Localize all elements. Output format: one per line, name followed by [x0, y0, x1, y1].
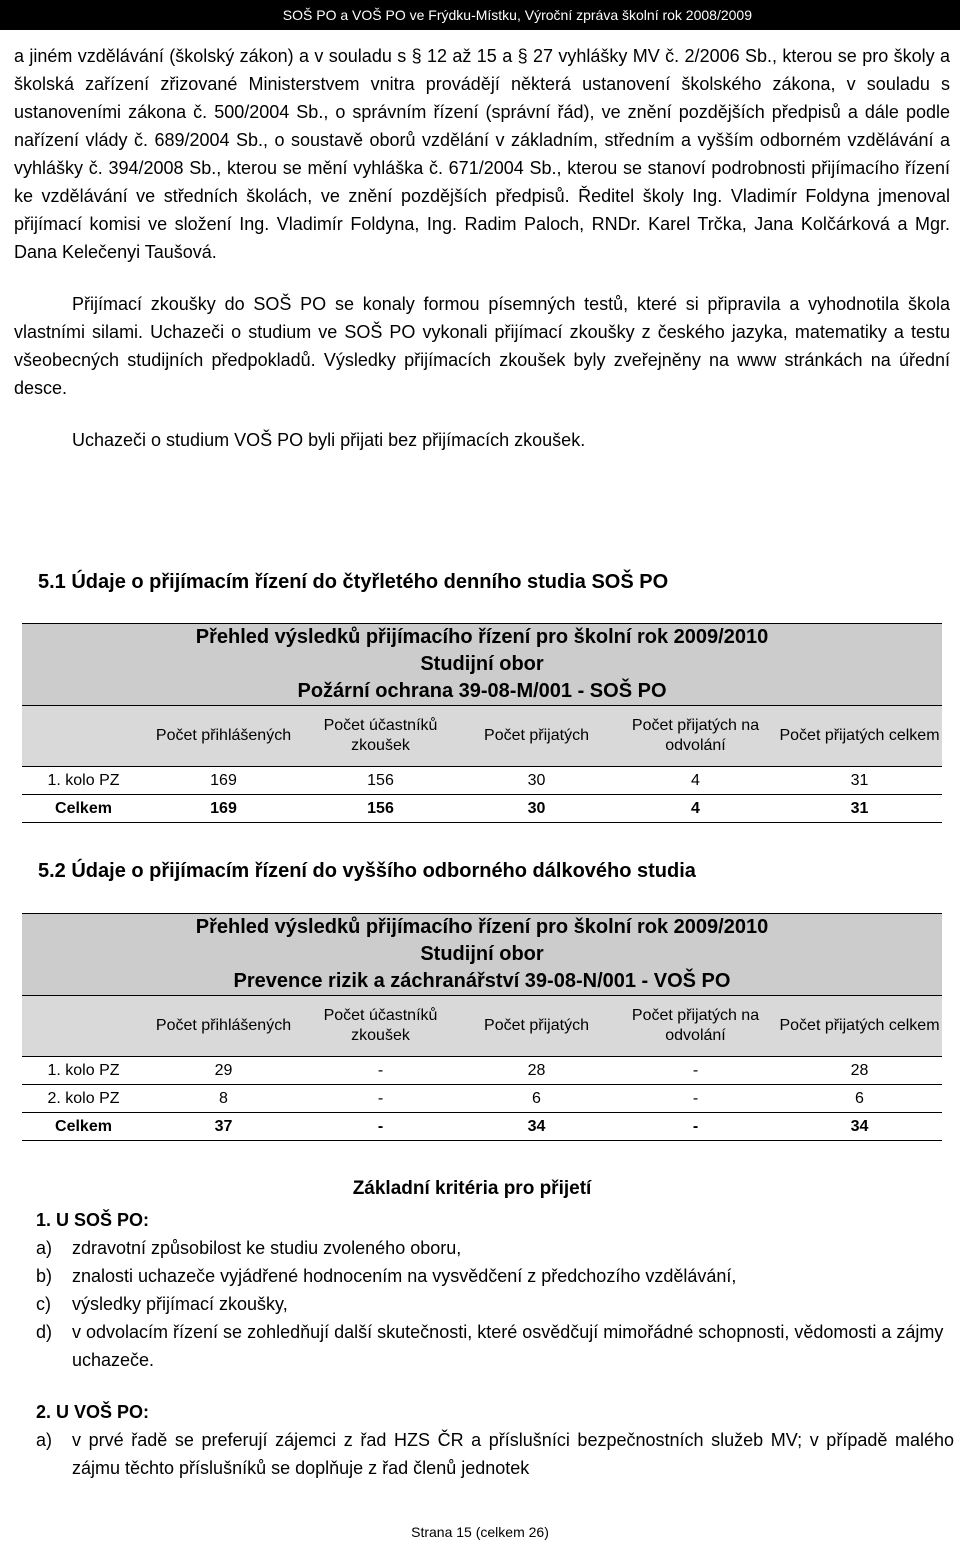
table-title: Přehled výsledků přijímacího řízení pro školní rok 2009/2010: [22, 914, 942, 942]
list-marker: a): [36, 1238, 53, 1258]
admission-table-vos: [22, 913, 942, 1141]
list-marker: d): [36, 1322, 53, 1342]
paragraph-vos: Uchazeči o studium VOŠ PO byli přijati bez přijímacích zkoušek.: [72, 430, 586, 450]
table-cell: -: [614, 1085, 777, 1113]
row-label: 1. kolo PZ: [22, 767, 145, 795]
table-cell: 28: [777, 1057, 942, 1085]
criteria-sos: [36, 1206, 954, 1374]
table-cell: 6: [459, 1085, 614, 1113]
row-label: Celkem: [22, 1113, 145, 1141]
column-header: Počet přijatých: [459, 996, 614, 1057]
table-cell: 8: [145, 1085, 302, 1113]
table-row: [22, 795, 942, 823]
list-item: [36, 1318, 954, 1374]
list-marker: a): [36, 1430, 53, 1450]
table-row: [22, 1113, 942, 1141]
list-marker: b): [36, 1266, 53, 1286]
table-subtitle: Studijní obor: [22, 941, 942, 968]
table-cell: -: [302, 1085, 459, 1113]
column-header: Počet přijatých celkem: [777, 706, 942, 767]
table-cell: 30: [459, 767, 614, 795]
table-cell: 4: [614, 795, 777, 823]
table-title: Přehled výsledků přijímacího řízení pro školní rok 2009/2010: [22, 624, 942, 652]
table-row: [22, 767, 942, 795]
page-footer: Strana 15 (celkem 26): [411, 1524, 549, 1540]
table-row: [22, 1085, 942, 1113]
row-label: 2. kolo PZ: [22, 1085, 145, 1113]
row-label: 1. kolo PZ: [22, 1057, 145, 1085]
list-item: [36, 1262, 954, 1290]
admission-table-sos: [22, 623, 942, 823]
criteria-vos-heading: 2. U VOŠ PO:: [36, 1402, 150, 1422]
table-cell: 34: [459, 1113, 614, 1141]
table-cell: 34: [777, 1113, 942, 1141]
column-header: Počet přijatých celkem: [777, 996, 942, 1057]
column-header: Počet přijatých na odvolání: [614, 996, 777, 1057]
table-field-name: Prevence rizik a záchranářství 39-08-N/001 - VOŠ PO: [22, 968, 942, 996]
list-text: v odvolacím řízení se zohledňují další skutečnosti, které osvědčují mimořádné schopnosti, vědomosti a zájmy uchazeče.: [72, 1322, 944, 1370]
table-subtitle: Studijní obor: [22, 651, 942, 678]
table-cell: 169: [145, 795, 302, 823]
list-item: [36, 1290, 954, 1318]
column-header: Počet přijatých: [459, 706, 614, 767]
table-cell: 156: [302, 795, 459, 823]
paragraph-legal: a jiném vzdělávání (školský zákon) a v souladu s § 12 až 15 a § 27 vyhlášky MV č. 2/2006 Sb., kterou se pro školy a školská zařízení zřizované Ministerstvem vnitra provádějí některá ustanovení školského zákona, v souladu s ustanoveními zákona č. 500/2004 Sb., o správním řízení (správní řád), ve znění pozdějších předpisů a dále podle nařízení vlády č. 689/2004 Sb., o soustavě oborů vzdělání v základním, středním a vyšším odborném vzdělávání a vyhlášky č. 394/2008 Sb., kterou se mění vyhláška č. 671/2004 Sb., kterou se stanoví podrobnosti přijímacího řízení ke vzdělávání ve středních školách, ve znění pozdějších předpisů. Ředitel školy Ing. Vladimír Foldyna jmenoval přijímací komisi ve složení Ing. Vladimír Foldyna, Ing. Radim Paloch, RNDr. Karel Trčka, Jana Kolčárková a Mgr. Dana Kelečenyi Taušová.: [14, 46, 950, 262]
table-cell: -: [302, 1113, 459, 1141]
page-header: SOŠ PO a VOŠ PO ve Frýdku-Místku, Výroční zpráva školní rok 2008/2009: [0, 0, 960, 30]
table-field-name: Požární ochrana 39-08-M/001 - SOŠ PO: [22, 678, 942, 706]
list-text: výsledky přijímací zkoušky,: [72, 1294, 288, 1314]
criteria-vos: [36, 1398, 954, 1482]
table-cell: 29: [145, 1057, 302, 1085]
list-item: [36, 1426, 954, 1482]
list-marker: c): [36, 1294, 51, 1314]
table-cell: 4: [614, 767, 777, 795]
criteria-sos-heading: 1. U SOŠ PO:: [36, 1210, 150, 1230]
list-text: zdravotní způsobilost ke studiu zvoleného oboru,: [72, 1238, 462, 1258]
table-cell: 31: [777, 795, 942, 823]
table-cell: -: [614, 1057, 777, 1085]
column-header: Počet účastníků zkoušek: [302, 706, 459, 767]
column-header: Počet přijatých na odvolání: [614, 706, 777, 767]
list-item: [36, 1234, 954, 1262]
table-cell: -: [302, 1057, 459, 1085]
table-cell: 169: [145, 767, 302, 795]
section-heading-5-1: 5.1 Údaje o přijímacím řízení do čtyřletého denního studia SOŠ PO: [38, 571, 669, 593]
table-cell: -: [614, 1113, 777, 1141]
criteria-title: Základní kritéria pro přijetí: [352, 1178, 592, 1199]
paragraph-exams: Přijímací zkoušky do SOŠ PO se konaly formou písemných testů, které si připravila a vyhodnotila škola vlastními silami. Uchazeči o studium ve SOŠ PO vykonali přijímací zkoušky z českého jazyka, matematiky a testu všeobecných studijních předpokladů. Výsledky přijímacích zkoušek byly zveřejněny na www stránkách na úřední desce.: [14, 294, 950, 398]
section-heading-5-2: 5.2 Údaje o přijímacím řízení do vyššího odborného dálkového studia: [38, 860, 696, 882]
table-cell: 37: [145, 1113, 302, 1141]
table-cell: 30: [459, 795, 614, 823]
row-label: Celkem: [22, 795, 145, 823]
table-row: [22, 1057, 942, 1085]
table-cell: 28: [459, 1057, 614, 1085]
column-header: Počet účastníků zkoušek: [302, 996, 459, 1057]
column-header: Počet přihlášených: [145, 996, 302, 1057]
list-text: v prvé řadě se preferují zájemci z řad HZS ČR a příslušníci bezpečnostních služeb MV; v případě malého zájmu těchto příslušníků se doplňuje z řad členů jednotek: [72, 1430, 954, 1478]
list-text: znalosti uchazeče vyjádřené hodnocením na vysvědčení z předchozího vzdělávání,: [72, 1266, 737, 1286]
column-header: Počet přihlášených: [145, 706, 302, 767]
document-body: [14, 42, 950, 454]
table-cell: 6: [777, 1085, 942, 1113]
table-cell: 31: [777, 767, 942, 795]
table-cell: 156: [302, 767, 459, 795]
